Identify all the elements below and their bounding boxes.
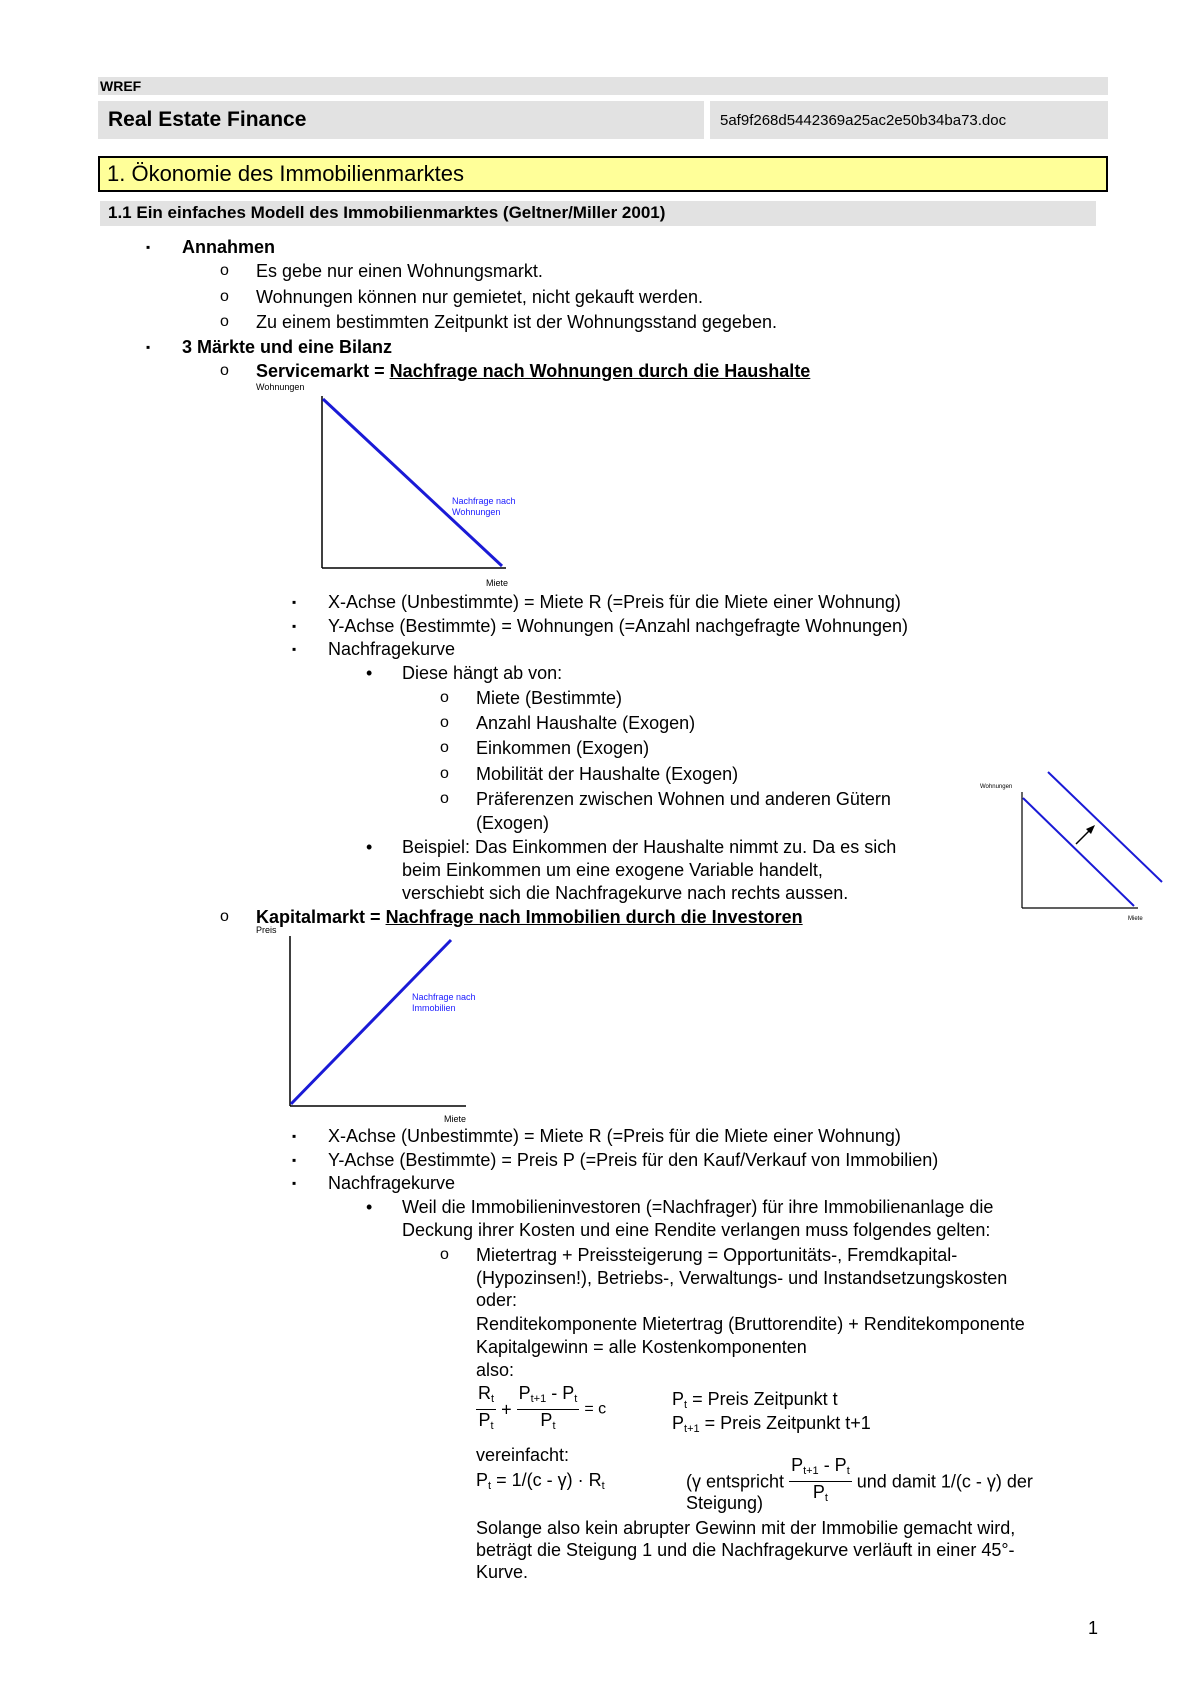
bullet-circle: o — [220, 288, 229, 305]
service-bullet: X-Achse (Unbestimmte) = Miete R (=Preis für die Miete einer Wohnung) — [328, 592, 901, 612]
chart-curve-label: Wohnungen — [452, 507, 501, 517]
dep-item: Anzahl Haushalte (Exogen) — [476, 713, 696, 733]
chart-x-label: Miete — [1128, 916, 1143, 922]
bullet-square: ▪ — [292, 1176, 297, 1190]
solange-line: Kurve. — [476, 1562, 529, 1582]
bullet-dot: • — [366, 1197, 373, 1217]
fraction-gamma: $\frac{P_{t+1} - P_t}{P_t}$ — [791, 1455, 850, 1504]
bullet-square: ▪ — [292, 1153, 297, 1167]
gamma-prefix: (γ entspricht — [686, 1471, 785, 1492]
definition-pt1-text: = Preis Zeitpunkt t+1 — [704, 1413, 871, 1433]
equation-1: $\frac{R_t}{P_t}$ + $\frac{P_{t+1} - P_t}{P_t}$ = c — [476, 1383, 606, 1436]
formula-line: Mietertrag + Preissteigerung = Opportunitäts-, Fremdkapital- — [476, 1245, 958, 1265]
heading-2: 1.1 Ein einfaches Modell des Immobilienmarktes (Geltner/Miller 2001) — [100, 201, 1096, 226]
steigung-label: Steigung) — [686, 1493, 764, 1513]
formula-line: (Hypozinsen!), Betriebs-, Verwaltungs- und Instandsetzungskosten — [476, 1268, 1008, 1288]
equation-2-text: = 1/(c - γ) · R — [496, 1470, 602, 1490]
gamma-suffix: und damit 1/(c - γ) der — [856, 1471, 1033, 1492]
dep-item-cont: (Exogen) — [476, 813, 550, 833]
fraction-rt-pt: $\frac{R_t}{P_t}$ — [478, 1383, 495, 1432]
header-label: WREF — [100, 78, 142, 94]
kapitalmarkt-chart — [250, 924, 490, 1126]
bullet-square: ▪ — [292, 1129, 297, 1143]
page-number: 1 — [1088, 1618, 1099, 1638]
bullet-circle: o — [440, 714, 449, 731]
formula-line: Renditekomponente Mietertrag (Bruttorendite) + Renditekomponente — [476, 1314, 1025, 1334]
dep-item: Einkommen (Exogen) — [476, 738, 650, 758]
bullet-square: ▪ — [292, 619, 297, 633]
dep-item: Präferenzen zwischen Wohnen und anderen Gütern — [476, 789, 891, 809]
annahmen-item: Wohnungen können nur gemietet, nicht gekauft werden. — [256, 287, 703, 307]
service-bullet: Nachfragekurve — [328, 639, 456, 659]
weil-line: Deckung ihrer Kosten und eine Rendite verlangen muss folgendes gelten: — [402, 1220, 991, 1240]
heading-1: 1. Ökonomie des Immobilienmarktes — [98, 156, 1108, 192]
kapitalmarkt-label: Kapitalmarkt = — [256, 907, 386, 927]
bullet-dot: • — [366, 837, 373, 857]
demand-shift-chart — [976, 770, 1168, 930]
servicemarkt-chart — [250, 380, 530, 590]
dep-item: Miete (Bestimmte) — [476, 688, 623, 708]
dep-title: Diese hängt ab von: — [402, 663, 563, 683]
servicemarkt-label: Servicemarkt = — [256, 361, 390, 381]
bullet-dot: • — [366, 663, 373, 683]
document-title: Real Estate Finance — [108, 108, 307, 131]
equation-2: $P_t = 1/(c - \gamma) \cdot R_t$ — [476, 1470, 605, 1492]
chart-curve-label: Immobilien — [412, 1003, 456, 1013]
weil-line: Weil die Immobilieninvestoren (=Nachfrager) für ihre Immobilienanlage die — [402, 1197, 994, 1217]
beispiel-line: beim Einkommen um eine exogene Variable handelt, — [402, 860, 823, 880]
annahmen-title: Annahmen — [182, 237, 276, 257]
demand-curve — [323, 399, 502, 566]
definition-pt1: $P_{t+1}$ = Preis Zeitpunkt t+1 — [672, 1413, 871, 1435]
chart-curve-label: Nachfrage nach — [412, 992, 476, 1002]
bullet-circle: o — [220, 262, 229, 279]
kapital-bullet: Nachfragekurve — [328, 1173, 456, 1193]
definition-pt-text: = Preis Zeitpunkt t — [692, 1389, 838, 1409]
demand-curve-shifted — [1048, 772, 1162, 882]
kapital-bullet: Y-Achse (Bestimmte) = Preis P (=Preis für den Kauf/Verkauf von Immobilien) — [328, 1150, 939, 1170]
service-bullet: Y-Achse (Bestimmte) = Wohnungen (=Anzahl nachgefragte Wohnungen) — [328, 616, 909, 636]
bullet-circle: o — [220, 908, 229, 925]
demand-curve-original — [1023, 798, 1134, 906]
bullet-circle: o — [440, 1246, 449, 1263]
solange-line: beträgt die Steigung 1 und die Nachfragekurve verläuft in einer 45°- — [476, 1540, 1015, 1560]
maerkte-title: 3 Märkte und eine Bilanz — [182, 337, 393, 357]
bullet-square: ▪ — [292, 595, 297, 609]
bullet-circle: o — [440, 689, 449, 706]
equation-c: = c — [584, 1400, 607, 1418]
fraction-price-change: $\frac{P_{t+1} - P_t}{P_t}$ — [518, 1383, 578, 1432]
solange-line: Solange also kein abrupter Gewinn mit der Immobilie gemacht wird, — [476, 1518, 1016, 1538]
bullet-square: ▪ — [292, 642, 297, 656]
demand-curve — [291, 940, 451, 1104]
kapitalmarkt-underlined: Nachfrage nach Immobilien durch die Investoren — [385, 907, 803, 927]
chart-y-label: Wohnungen — [980, 784, 1013, 790]
formula-line: oder: — [476, 1290, 518, 1310]
formula-line: Kapitalgewinn = alle Kostenkomponenten — [476, 1337, 807, 1357]
bullet-circle: o — [440, 790, 449, 807]
dep-item: Mobilität der Haushalte (Exogen) — [476, 764, 739, 784]
header-label-bar — [98, 77, 1108, 95]
chart-x-label: Miete — [486, 578, 509, 588]
chart-y-label: Wohnungen — [256, 382, 305, 392]
beispiel-line: Beispiel: Das Einkommen der Haushalte nimmt zu. Da es sich — [402, 837, 897, 857]
bullet-square: ▪ — [146, 340, 151, 354]
bullet-circle: o — [440, 765, 449, 782]
definition-pt: $P_t$ = Preis Zeitpunkt t — [672, 1389, 838, 1411]
bullet-square: ▪ — [146, 240, 151, 254]
chart-curve-label: Nachfrage nach — [452, 496, 516, 506]
bullet-circle: o — [220, 313, 229, 330]
bullet-circle: o — [440, 739, 449, 756]
annahmen-item: Zu einem bestimmten Zeitpunkt ist der Wohnungsstand gegeben. — [256, 312, 777, 332]
bullet-circle: o — [220, 362, 229, 379]
annahmen-item: Es gebe nur einen Wohnungsmarkt. — [256, 261, 543, 281]
kapital-bullet: X-Achse (Unbestimmte) = Miete R (=Preis für die Miete einer Wohnung) — [328, 1126, 901, 1146]
servicemarkt-underlined: Nachfrage nach Wohnungen durch die Haushalte — [389, 361, 811, 381]
chart-x-label: Miete — [444, 1114, 467, 1124]
beispiel-line: verschiebt sich die Nachfragekurve nach rechts aussen. — [402, 883, 849, 903]
formula-line: also: — [476, 1360, 515, 1380]
vereinfacht-label: vereinfacht: — [476, 1445, 570, 1465]
chart-y-label: Preis — [256, 925, 277, 935]
document-filename: 5af9f268d5442369a25ac2e50b34ba73.doc — [720, 112, 1007, 129]
